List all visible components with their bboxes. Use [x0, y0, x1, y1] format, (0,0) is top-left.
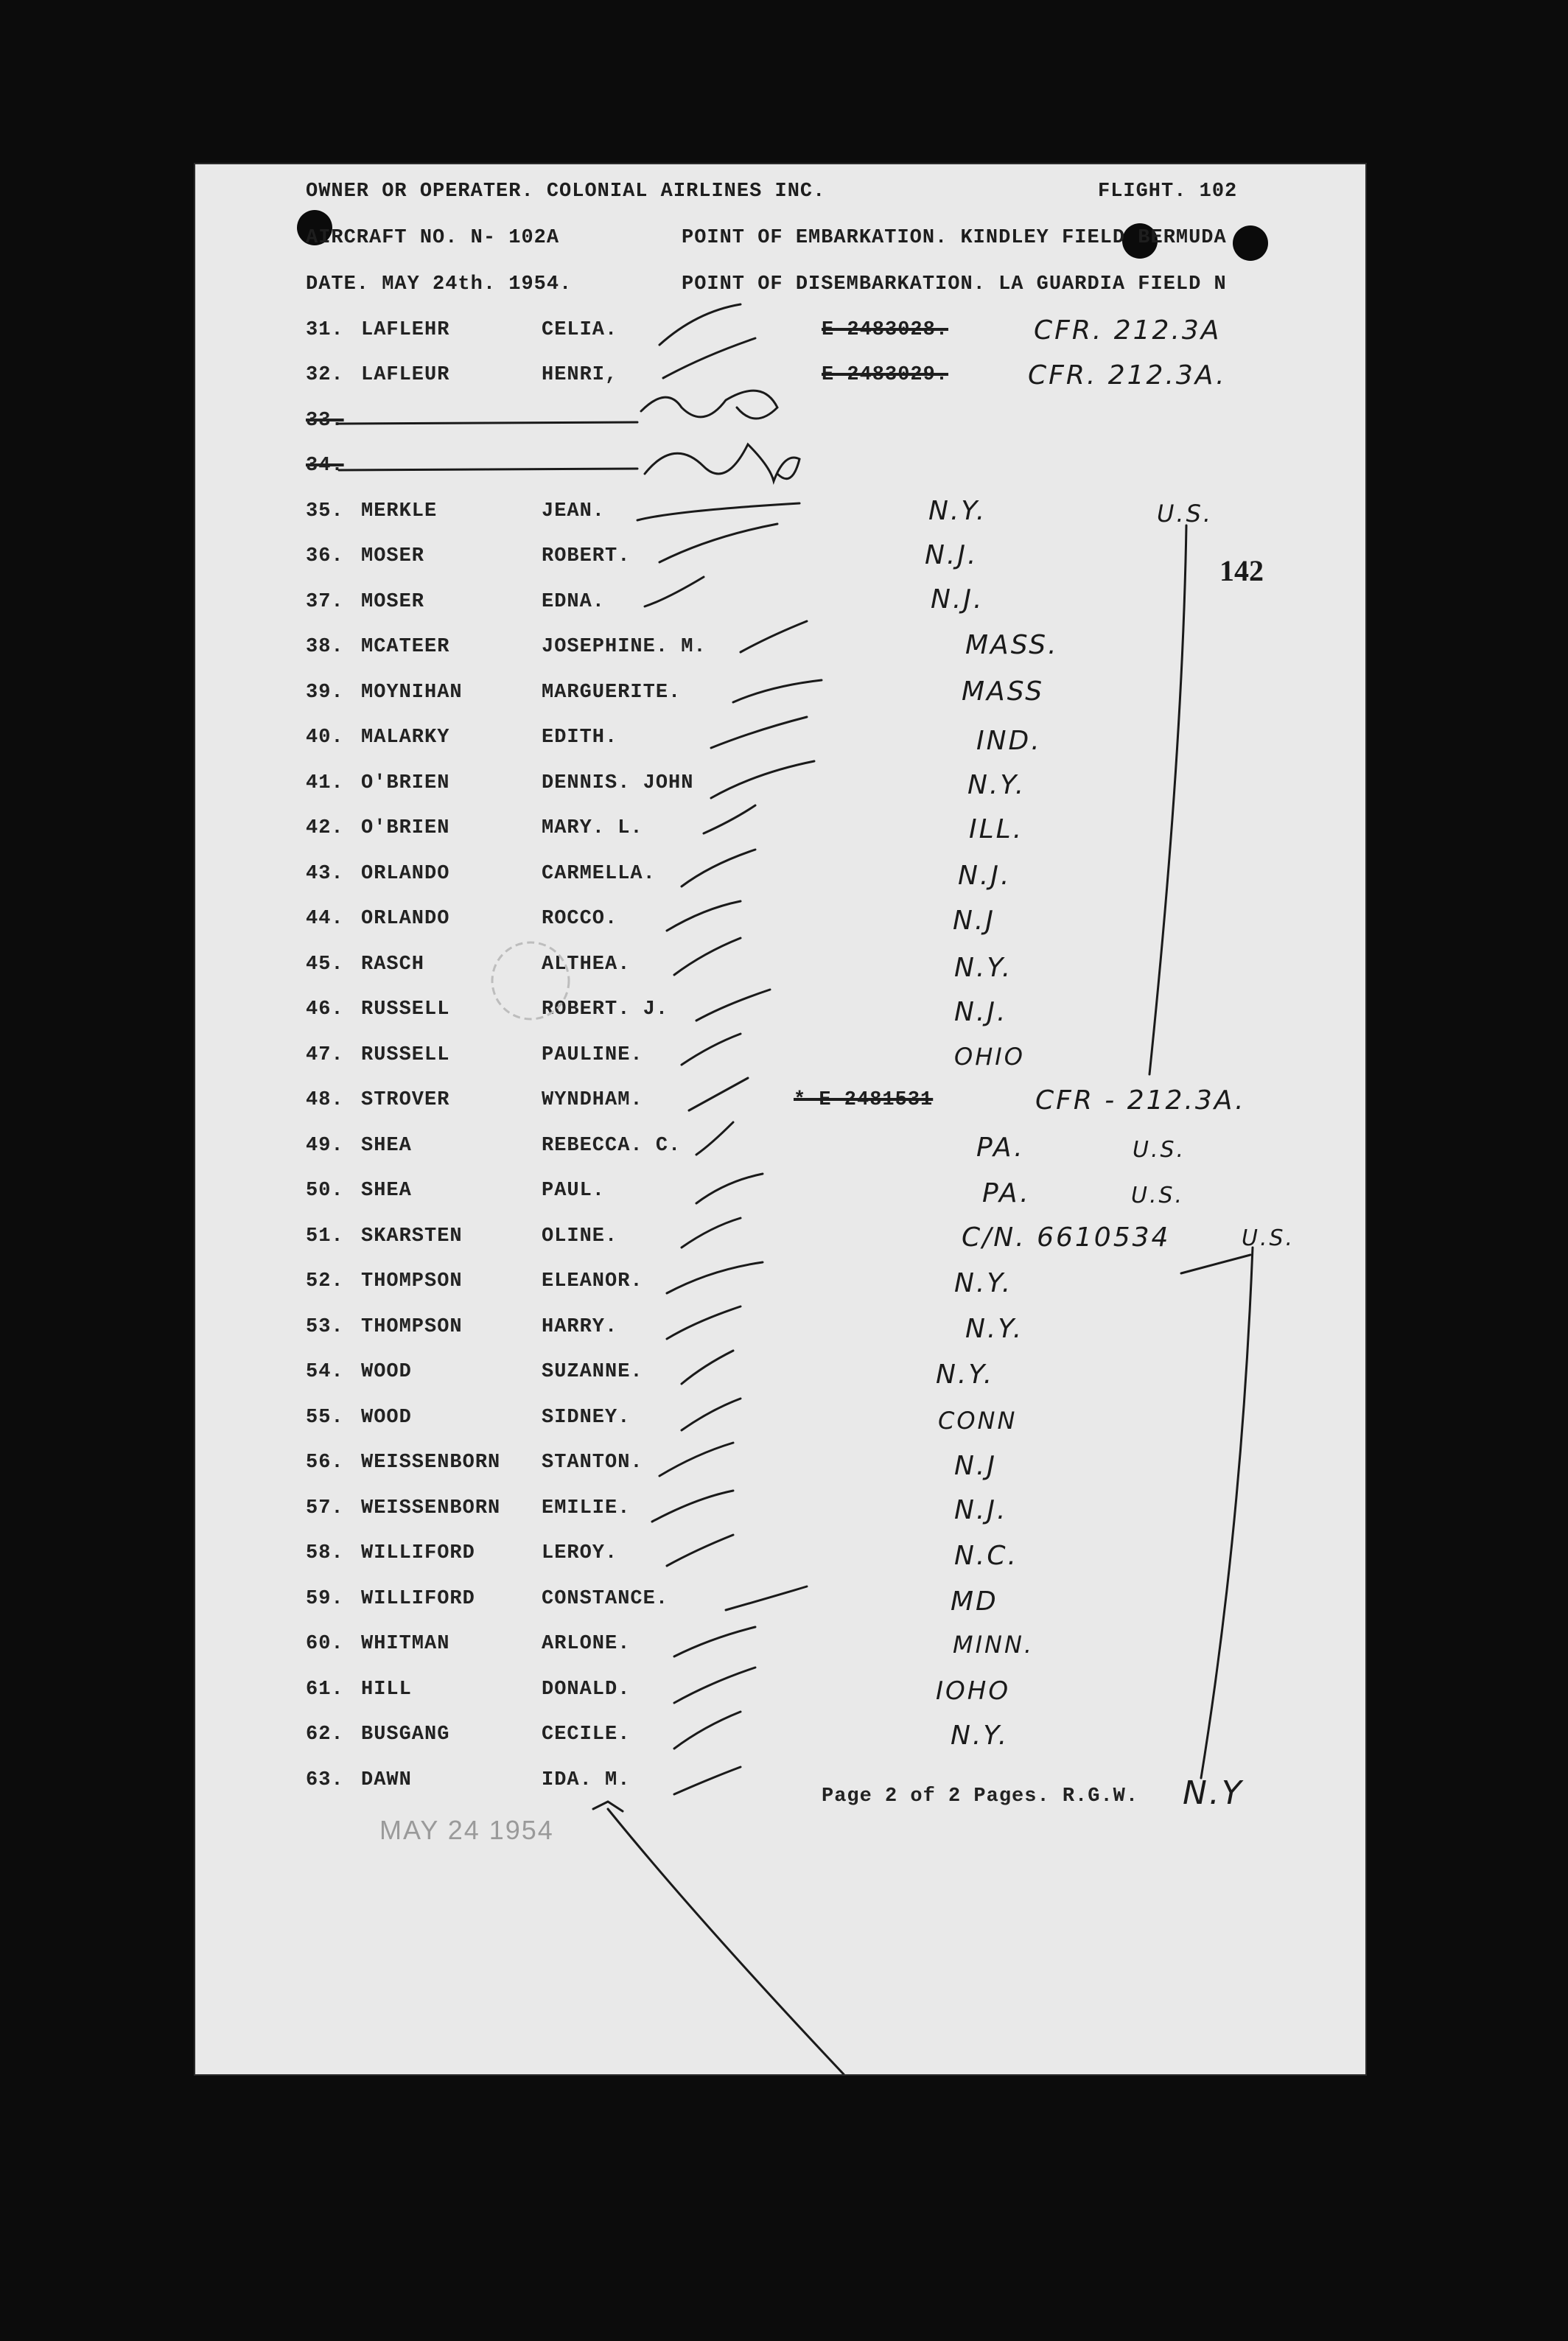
last-name: O'BRIEN — [361, 817, 450, 839]
handwritten-state-58: N.C. — [954, 1541, 1018, 1571]
aircraft-line: AIRCRAFT NO. N- 102A — [306, 227, 560, 249]
first-name: OLINE. — [542, 1225, 618, 1248]
first-name: PAULINE. — [542, 1044, 643, 1066]
handwritten-state-35: N.Y. — [928, 496, 987, 526]
last-name: MALARKY — [361, 727, 450, 749]
last-name: HILL — [361, 1679, 412, 1701]
first-name: CECILE. — [542, 1724, 631, 1746]
handwritten-us-51: U.S. — [1242, 1225, 1295, 1251]
row-number: 52. — [306, 1270, 344, 1292]
struck-registration-48: * E-2481531 — [794, 1089, 934, 1111]
first-name: CARMELLA. — [542, 863, 656, 885]
first-name: STANTON. — [542, 1452, 643, 1474]
first-name: LEROY. — [542, 1542, 618, 1564]
handwritten-state-62: N.Y. — [951, 1721, 1009, 1751]
row-number: 61. — [306, 1679, 344, 1701]
last-name: MOSER — [361, 545, 425, 567]
first-name: SUZANNE. — [542, 1361, 643, 1383]
handwritten-us-50: U.S. — [1131, 1183, 1185, 1208]
handwritten-state-42: ILL. — [969, 814, 1024, 844]
last-name: WOOD — [361, 1407, 412, 1429]
last-name: BUSGANG — [361, 1724, 450, 1746]
row-number: 44. — [306, 908, 344, 930]
last-name: MERKLE — [361, 500, 438, 522]
last-name: ORLANDO — [361, 908, 450, 930]
row-number: 57. — [306, 1497, 344, 1519]
row-number: 63. — [306, 1769, 344, 1791]
handwritten-state-46: N.J. — [954, 997, 1008, 1027]
row-number: 48. — [306, 1089, 344, 1111]
handwritten-marks — [195, 164, 1365, 2074]
last-name: RUSSELL — [361, 998, 450, 1021]
last-name: WILLIFORD — [361, 1588, 475, 1610]
last-name: SHEA — [361, 1135, 412, 1157]
handwritten-cfr-32: CFR. 212.3A. — [1028, 360, 1227, 391]
first-name: ROBERT. J. — [542, 998, 669, 1021]
first-name: EMILIE. — [542, 1497, 631, 1519]
row-number: 45. — [306, 953, 344, 976]
row-number: 59. — [306, 1588, 344, 1610]
last-name: LAFLEHR — [361, 319, 450, 341]
last-name: MOYNIHAN — [361, 682, 463, 704]
row-number: 50. — [306, 1180, 344, 1202]
first-name: CELIA. — [542, 319, 618, 341]
handwritten-state-52: N.Y. — [954, 1268, 1013, 1298]
handwritten-state-63: N.Y — [1183, 1774, 1244, 1812]
handwritten-state-36: N.J. — [925, 540, 979, 570]
row-number: 47. — [306, 1044, 344, 1066]
handwritten-state-44: N.J — [953, 906, 995, 936]
manifest-page — [195, 164, 1365, 2074]
row-number: 38. — [306, 636, 344, 658]
first-name: ROBERT. — [542, 545, 631, 567]
row-number: 43. — [306, 863, 344, 885]
first-name: ROCCO. — [542, 908, 618, 930]
first-name: EDITH. — [542, 727, 618, 749]
last-name: WHITMAN — [361, 1633, 450, 1655]
last-name: SKARSTEN — [361, 1225, 463, 1248]
handwritten-state-57: N.J. — [954, 1495, 1008, 1525]
last-name: DAWN — [361, 1769, 412, 1791]
handwritten-state-61: IOHO — [936, 1676, 1011, 1706]
first-name: EDNA. — [542, 591, 606, 613]
first-name: ARLONE. — [542, 1633, 631, 1655]
last-name: WILLIFORD — [361, 1542, 475, 1564]
flight-number: FLIGHT. 102 — [1098, 181, 1238, 203]
page-number: 142 — [1219, 554, 1264, 587]
handwritten-state-45: N.Y. — [954, 953, 1013, 983]
row-number: 54. — [306, 1361, 344, 1383]
first-name: ALTHEA. — [542, 953, 631, 976]
handwritten-state-55: CONN — [938, 1407, 1018, 1435]
row-number: 31. — [306, 319, 344, 341]
handwritten-state-54: N.Y. — [936, 1360, 995, 1390]
date-line: DATE. MAY 24th. 1954. — [306, 273, 573, 295]
last-name: WEISSENBORN — [361, 1452, 501, 1474]
embarkation-line: POINT OF EMBARKATION. KINDLEY FIELD BERMUDA — [682, 227, 1227, 249]
last-name: O'BRIEN — [361, 772, 450, 794]
page-footer: Page 2 of 2 Pages. R.G.W. — [822, 1785, 1139, 1808]
row-number: 34. — [306, 455, 344, 477]
row-number: 32. — [306, 364, 344, 386]
last-name: MCATEER — [361, 636, 450, 658]
row-number: 40. — [306, 727, 344, 749]
handwritten-cfr-48: CFR - 212.3A. — [1035, 1085, 1246, 1116]
row-number: 37. — [306, 591, 344, 613]
handwritten-cfr-31: CFR. 212.3A — [1034, 315, 1222, 346]
handwritten-state-47: OHIO — [954, 1043, 1025, 1071]
row-number: 51. — [306, 1225, 344, 1248]
first-name: HENRI, — [542, 364, 618, 386]
row-number: 60. — [306, 1633, 344, 1655]
first-name: CONSTANCE. — [542, 1588, 669, 1610]
last-name: STROVER — [361, 1089, 450, 1111]
last-name: SHEA — [361, 1180, 412, 1202]
disembarkation-line: POINT OF DISEMBARKATION. LA GUARDIA FIELD N — [682, 273, 1227, 295]
handwritten-state-49: PA. — [976, 1133, 1025, 1163]
handwritten-state-39: MASS — [962, 676, 1045, 707]
row-number: 42. — [306, 817, 344, 839]
last-name: LAFLEUR — [361, 364, 450, 386]
handwritten-state-41: N.Y. — [967, 770, 1026, 800]
row-number: 33. — [306, 410, 344, 432]
row-number: 62. — [306, 1724, 344, 1746]
first-name: JOSEPHINE. M. — [542, 636, 707, 658]
handwritten-state-56: N.J — [954, 1451, 997, 1481]
first-name: DENNIS. JOHN — [542, 772, 694, 794]
struck-registration-32: E-2483029. — [822, 364, 949, 386]
handwritten-cn-51: C/N. 6610534 — [962, 1222, 1171, 1253]
last-name: THOMPSON — [361, 1316, 463, 1338]
row-number: 49. — [306, 1135, 344, 1157]
handwritten-state-40: IND. — [976, 726, 1042, 756]
date-stamp: MAY 24 1954 — [379, 1815, 554, 1845]
row-number: 55. — [306, 1407, 344, 1429]
row-number: 39. — [306, 682, 344, 704]
first-name: DONALD. — [542, 1679, 631, 1701]
handwritten-state-38: MASS. — [965, 630, 1059, 660]
last-name: RASCH — [361, 953, 425, 976]
last-name: THOMPSON — [361, 1270, 463, 1292]
last-name: ORLANDO — [361, 863, 450, 885]
first-name: ELEANOR. — [542, 1270, 643, 1292]
first-name: PAUL. — [542, 1180, 606, 1202]
handwritten-state-50: PA. — [982, 1178, 1031, 1208]
row-number: 41. — [306, 772, 344, 794]
struck-registration-31: E-2483028. — [822, 319, 949, 341]
first-name: MARY. L. — [542, 817, 643, 839]
row-number: 53. — [306, 1316, 344, 1338]
first-name: HARRY. — [542, 1316, 618, 1338]
last-name: RUSSELL — [361, 1044, 450, 1066]
handwritten-state-53: N.Y. — [965, 1314, 1024, 1344]
handwritten-state-37: N.J. — [931, 584, 984, 615]
owner-line: OWNER OR OPERATER. COLONIAL AIRLINES INC. — [306, 181, 826, 203]
first-name: REBECCA. C. — [542, 1135, 682, 1157]
handwritten-state-60: MINN. — [953, 1631, 1035, 1659]
handwritten-state-59: MD — [951, 1586, 998, 1617]
row-number: 35. — [306, 500, 344, 522]
row-number: 36. — [306, 545, 344, 567]
row-number: 56. — [306, 1452, 344, 1474]
first-name: JEAN. — [542, 500, 606, 522]
first-name: IDA. M. — [542, 1769, 631, 1791]
first-name: SIDNEY. — [542, 1407, 631, 1429]
last-name: WEISSENBORN — [361, 1497, 501, 1519]
handwritten-us-1: U.S. — [1157, 500, 1214, 528]
first-name: WYNDHAM. — [542, 1089, 643, 1111]
row-number: 46. — [306, 998, 344, 1021]
handwritten-us-49: U.S. — [1133, 1137, 1186, 1163]
row-number: 58. — [306, 1542, 344, 1564]
last-name: MOSER — [361, 591, 425, 613]
last-name: WOOD — [361, 1361, 412, 1383]
handwritten-state-43: N.J. — [958, 861, 1012, 891]
first-name: MARGUERITE. — [542, 682, 682, 704]
